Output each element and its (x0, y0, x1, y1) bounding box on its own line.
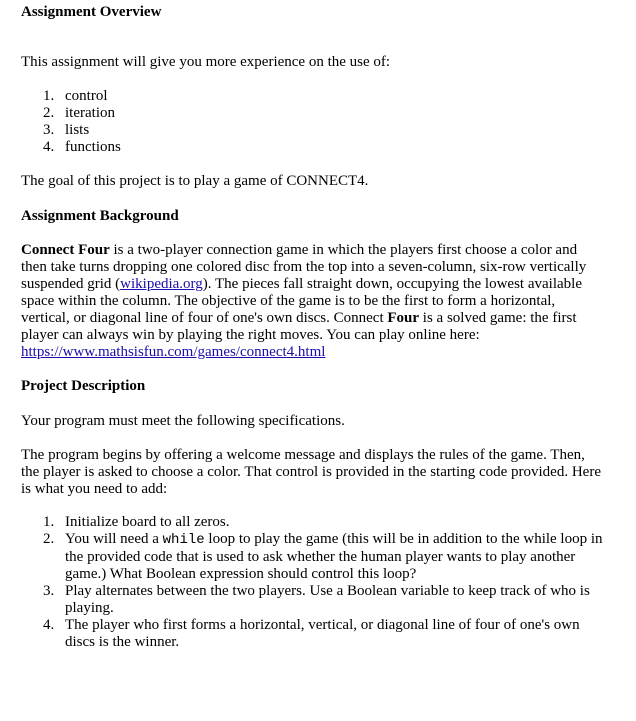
intro-paragraph: This assignment will give you more experience on the use of: (21, 54, 391, 70)
connect-four-bold: Connect Four (21, 242, 110, 258)
four-bold: Four (387, 310, 420, 326)
topics-list (21, 88, 121, 156)
mathsisfun-link[interactable]: https://www.mathsisfun.com/games/connect4.html (21, 344, 326, 360)
list-item-text: Initialize board to all zeros. (65, 514, 230, 530)
list-number: 2. (43, 531, 55, 547)
list-item (21, 139, 121, 156)
assignment-overview-heading: Assignment Overview (21, 4, 162, 20)
project-description-heading: Project Description (21, 378, 146, 394)
while-code: while (162, 532, 205, 548)
list-item (21, 122, 121, 139)
background-paragraph (21, 242, 601, 361)
paragraph-text: ). The pieces fall straight down, occupying the lowest available space within the column. The objective of the game is to be the first to form a horizontal, vertical, or diagonal line of four of one's own discs. Connect (21, 276, 582, 326)
list-number: 2. (43, 105, 55, 121)
list-item-text: lists (65, 122, 90, 138)
program-begin-paragraph: The program begins by offering a welcome message and displays the rules of the game. Then, the player is asked to choose a color. That control is provided in the starting code provided. Here is what you need to add: (21, 447, 601, 497)
list-item-text: You will need a (65, 531, 163, 547)
goal-paragraph: The goal of this project is to play a game of CONNECT4. (21, 173, 369, 189)
list-number: 4. (43, 139, 55, 155)
list-item (21, 531, 605, 583)
list-number: 4. (43, 617, 55, 633)
list-item-text: functions (65, 139, 121, 155)
list-item (21, 514, 605, 531)
list-item-text: Play alternates between the two players. Use a Boolean variable to keep track of who is playing. (65, 583, 590, 616)
wikipedia-link[interactable]: wikipedia.org (120, 276, 203, 292)
list-item-text: loop to play the game (this will be in addition to the while loop in the provided code that is used to ask whether the human player wants to play another game.) What Boolean expression should control this loop? (65, 531, 603, 582)
list-item (21, 617, 605, 651)
spec-paragraph: Your program must meet the following specifications. (21, 413, 345, 429)
list-item-text: iteration (65, 105, 115, 121)
list-item-text: The player who first forms a horizontal, vertical, or diagonal line of four of one's own discs is the winner. (65, 617, 580, 650)
list-number: 3. (43, 583, 55, 599)
steps-list (21, 514, 605, 651)
list-number: 1. (43, 88, 55, 104)
list-number: 1. (43, 514, 55, 530)
list-item (21, 105, 121, 122)
paragraph-text: is a solved game: the first player can always win by playing the right moves. You can play online here: (21, 310, 577, 343)
list-item (21, 583, 605, 617)
list-item (21, 88, 121, 105)
paragraph-text: is a two-player connection game in which the players first choose a color and then take turns dropping one colored disc from the top into a seven-column, six-row vertically suspended grid ( (21, 242, 587, 292)
assignment-background-heading: Assignment Background (21, 208, 179, 224)
list-number: 3. (43, 122, 55, 138)
list-item-text: control (65, 88, 108, 104)
